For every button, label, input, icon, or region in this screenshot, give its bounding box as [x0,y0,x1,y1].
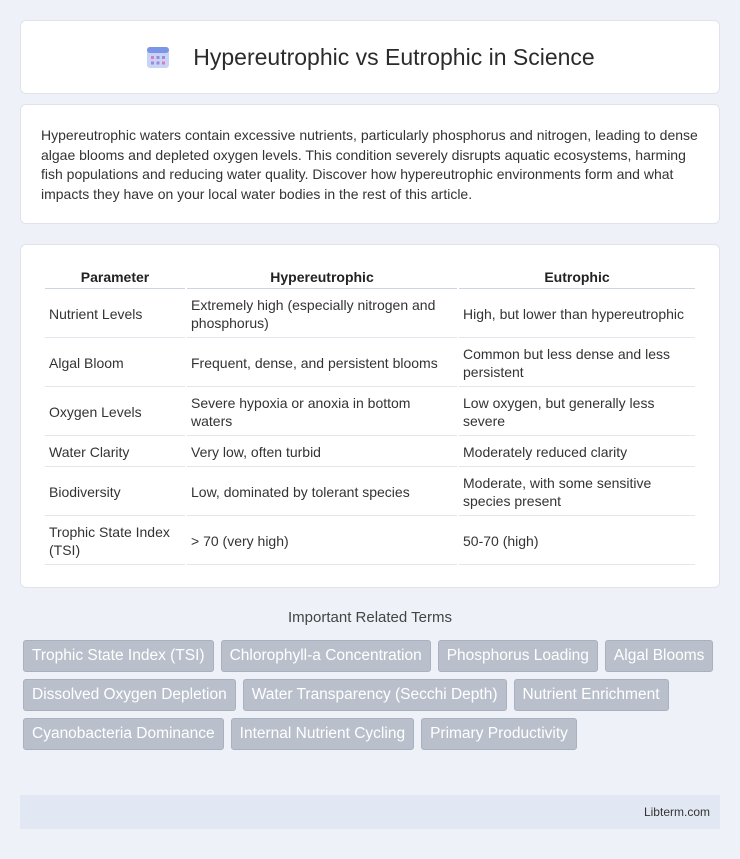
related-term-tag[interactable]: Internal Nutrient Cycling [231,718,414,750]
footer-brand-link[interactable]: Libterm.com [643,805,710,819]
intro-text: Hypereutrophic waters contain excessive nutrients, particularly phosphorus and nitrogen, leading to dense algae blooms and depleted oxygen levels. This condition severely disrupts aquatic ecosystems, harming fish populations and reducing water quality. Discover how hypereutrophic environments form and what impacts they have on your local water bodies in the rest of this article. [41,127,698,202]
column-header: Eutrophic [459,265,695,289]
table-row [45,291,695,338]
table-cell: 50-70 (high) [459,518,695,565]
related-term-tag[interactable]: Dissolved Oxygen Depletion [23,679,236,711]
column-header: Parameter [45,265,185,289]
table-cell: Frequent, dense, and persistent blooms [187,340,457,387]
related-term-tag[interactable]: Chlorophyll-a Concentration [221,640,431,672]
table-cell: Low, dominated by tolerant species [187,469,457,516]
table-cell: Low oxygen, but generally less severe [459,389,695,436]
table-cell: Moderately reduced clarity [459,438,695,467]
page-title: Hypereutrophic vs Eutrophic in Science [193,43,595,70]
table-cell: Biodiversity [45,469,185,516]
related-term-tag[interactable]: Algal Blooms [605,640,713,672]
column-header: Hypereutrophic [187,265,457,289]
table-cell: High, but lower than hypereutrophic [459,291,695,338]
table-row [45,438,695,467]
table-row [45,340,695,387]
calendar-icon [145,44,171,70]
comparison-card [20,244,720,588]
header-card [20,20,720,94]
table-cell: Common but less dense and less persistent [459,340,695,387]
table-row [45,389,695,436]
table-cell: > 70 (very high) [187,518,457,565]
table-cell: Severe hypoxia or anoxia in bottom waters [187,389,457,436]
table-cell: Trophic State Index (TSI) [45,518,185,565]
related-terms-list [23,640,723,750]
related-term-tag[interactable]: Nutrient Enrichment [514,679,669,711]
footer [20,795,720,829]
table-cell: Nutrient Levels [45,291,185,338]
related-term-tag[interactable]: Water Transparency (Secchi Depth) [243,679,507,711]
table-cell: Extremely high (especially nitrogen and phosphorus) [187,291,457,338]
related-term-tag[interactable]: Trophic State Index (TSI) [23,640,214,672]
table-cell: Oxygen Levels [45,389,185,436]
related-term-tag[interactable]: Cyanobacteria Dominance [23,718,224,750]
comparison-table [43,263,697,567]
table-row [45,469,695,516]
table-cell: Water Clarity [45,438,185,467]
intro-card [20,104,720,224]
related-terms-title: Important Related Terms [288,609,452,626]
table-row [45,518,695,565]
table-cell: Algal Bloom [45,340,185,387]
table-header-row [45,265,695,289]
related-term-tag[interactable]: Primary Productivity [421,718,577,750]
related-term-tag[interactable]: Phosphorus Loading [438,640,598,672]
table-cell: Moderate, with some sensitive species present [459,469,695,516]
table-cell: Very low, often turbid [187,438,457,467]
